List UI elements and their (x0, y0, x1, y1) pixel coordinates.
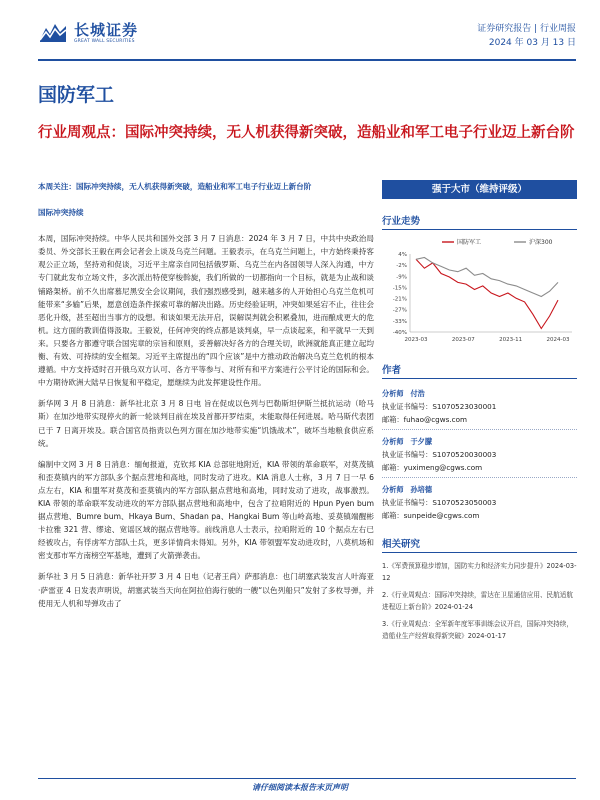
sidebar (382, 180, 577, 648)
footer-disclaimer: 请仔细阅读本报告末页声明 (252, 783, 348, 792)
x-tick-label: 2023-07 (451, 337, 475, 343)
related-report-link[interactable]: 1.《军费预算稳步增加，国防实力和经济实力同步提升》2024-03-12 (382, 562, 577, 582)
y-tick-label: -9% (396, 274, 407, 281)
section-subhead: 国际冲突持续 (38, 208, 84, 218)
analyst-email[interactable]: 邮箱：sunpeide@cgws.com (382, 511, 480, 520)
analyst-email[interactable]: 邮箱：yuximeng@cgws.com (382, 463, 483, 472)
paragraph: 编制中文网 3 月 8 日消息：缅甸报道，克钦邦 KIA 总部驻地附近，KIA 带领的革命联军，对莫茂镇和歪莫镇内的军方部队多个据点营地和高地，同时发动了进攻。KIA 消息人士称，3 月 7 日一早 6 点左右，KIA 和盟军对莫茂和歪莫镇内的军方部队据点营地和高地，同时发动了进攻，战事激烈。KIA 带领的革命联军发动进攻的军方部队据点营地和高地中，包含了拉咱附近的 Hpun Pyen bum 据点营地、Bumre bum、Hkaya Bum、Shadan pa、Hangkai Bum 等山岭高地、妥莫镇端醒彬卡拉雅 321 营、缪途、宽谣区域的据点营地等。前线消息人士表示，拉咱附近的 10 个据点左右已经被攻占，有俘虏军方部队士兵，更多详情尚未得知。另外，KIA 带领盟军发动进攻时，八莫机场和密支那市军方南榜空军基地，遭到了火箭弹袭击。 (38, 459, 374, 561)
y-tick-label: -21% (392, 296, 407, 303)
analyst-role: 分析师 (382, 437, 404, 446)
analyst-cert: 执业证书编号：S1070523050003 (382, 498, 497, 507)
industry-trend-chart (382, 236, 577, 348)
paragraph: 新华社 3 月 5 日消息：新华社开罗 3 月 4 日电（记者王尚）萨那消息：也门胡塞武装发言人叶海亚·萨雷亚 4 日发表声明说，胡塞武装当天向在阿拉伯海行驶的一艘“以色列船只”发射了多枚导弹，并使用无人机和导弹攻击了 (38, 572, 374, 608)
analyst-name: 于夕朦 (410, 437, 433, 446)
divider (382, 477, 577, 478)
report-date: 2024 年 03 月 13 日 (488, 38, 576, 48)
paragraph: 本周，国际冲突持续。中华人民共和国外交部 3 月 7 日消息：2024 年 3 月 7 日，中共中央政治局委员、外交部长王毅在两会记者会上谈及乌克兰问题。王毅表示，在乌克兰问题上，中方始终秉持客观公正立场，坚持劝和促谈，习近平主席亲自同包括俄罗斯、乌克兰在内各国领导人深入沟通，中方专门就此发布立场文件，多次派出特使穿梭斡旋，我们所做的一切都指向一个目标，就是为止战和谈铺路架桥。前不久出席慕尼黑安全会议期间，我们强烈感受到，越来越多的人开始担心乌克兰危机可能带来“多输”后果，愿意创造条件探索可靠的解决出路。历史经验证明，冲突如果延宕不止，往往会恶化升级，甚至超出当事方的设想。和谈如果无法开启，误解误判就会积累叠加，进而酿成更大的危机。这方面的教训值得汲取。王毅说，任何冲突的终点都是谈判桌，早一点谈起来，和平就早一天到来。只要各方都遵守联合国宪章的宗旨和原则，妥善解决好各方的合理关切，欧洲就能真正建立起均衡、有效、可持续的安全框架。习近平主席提出的“四个应该”是中方推动政治解决乌克兰危机的根本遵循。中方支持适时召开俄乌双方认可、各方平等参与、对所有和平方案进行公平讨论的国际和会。中方期待欧洲大陆早日恢复和平稳定，愿继续为此发挥建设性作用。 (38, 234, 374, 388)
analyst-email[interactable]: 邮箱：fuhao@cgws.com (382, 415, 467, 424)
y-tick-label: -15% (392, 285, 407, 292)
report-type: 证券研究报告 | 行业周报 (477, 24, 576, 34)
report-title: 行业周观点：国际冲突持续，无人机获得新突破，造船业和军工电子行业迈上新台阶 (38, 125, 575, 141)
analyst-name: 孙培德 (410, 485, 433, 494)
analyst-cert: 执业证书编号：S1070523030001 (382, 402, 497, 411)
analyst-role: 分析师 (382, 389, 404, 398)
weekly-focus: 本周关注：国际冲突持续，无人机获得新突破，造船业和军工电子行业迈上新台阶 (38, 182, 312, 191)
trend-heading: 行业走势 (382, 213, 577, 230)
y-tick-label: -33% (392, 318, 407, 325)
rating-badge: 强于大市（维持评级） (382, 180, 577, 199)
authors-heading: 作者 (382, 362, 577, 379)
paragraph: 新华网 3 月 8 日消息：新华社北京 3 月 8 日电 旨在促成以色列与巴勒斯坦伊斯兰抵抗运动（哈马斯）在加沙地带实现停火的新一轮谈判目前在埃及首都开罗结束，未能取得任何进展。哈马斯代表团已于 7 日离开埃及。联合国官员指责以色列方面在加沙地带实施“饥饿战术”，破坏当地粮食供应系统。 (38, 399, 374, 448)
analyst-role: 分析师 (382, 485, 404, 494)
analyst-cert: 执业证书编号：S1070520030003 (382, 450, 497, 459)
related-heading: 相关研究 (382, 536, 577, 553)
report-header (0, 0, 600, 62)
industry-name: 国防军工 (38, 84, 115, 106)
footer-divider (38, 778, 576, 779)
divider (382, 429, 577, 430)
x-tick-label: 2023-03 (404, 337, 428, 343)
analyst-block (382, 435, 577, 478)
analyst-name: 付浩 (410, 389, 425, 398)
logo-chinese-name: 长城证券 (74, 20, 139, 39)
y-tick-label: -27% (392, 307, 407, 314)
x-tick-label: 2024-03 (546, 337, 570, 343)
x-tick-label: 2023-11 (499, 337, 523, 343)
company-logo (38, 20, 138, 46)
y-tick-label: 4% (398, 252, 407, 258)
series-line-2 (416, 258, 558, 297)
series-line-1 (416, 259, 558, 328)
related-report-link[interactable]: 3.《行业周观点：全军新年度军事训练会议开启，国际冲突持续，造船业生产经营取得新突破》2024-01-17 (382, 620, 573, 640)
legend-label: 沪深300 (529, 239, 553, 246)
great-wall-logo-icon (38, 20, 68, 46)
main-content (38, 180, 374, 618)
y-tick-label: -2% (396, 263, 407, 270)
analyst-block (382, 387, 577, 430)
legend-label: 国防军工 (457, 239, 482, 246)
trend-chart-svg (382, 236, 577, 348)
y-tick-label: -40% (392, 330, 407, 336)
logo-english-name: GREAT WALL SECURITIES (74, 38, 135, 44)
analyst-block (382, 483, 577, 522)
related-report-link[interactable]: 2.《行业周观点：国际冲突持续，雷达在卫星通信应用、民航适航进程迈上新台阶》2024-01-24 (382, 591, 573, 611)
header-divider (38, 59, 576, 61)
